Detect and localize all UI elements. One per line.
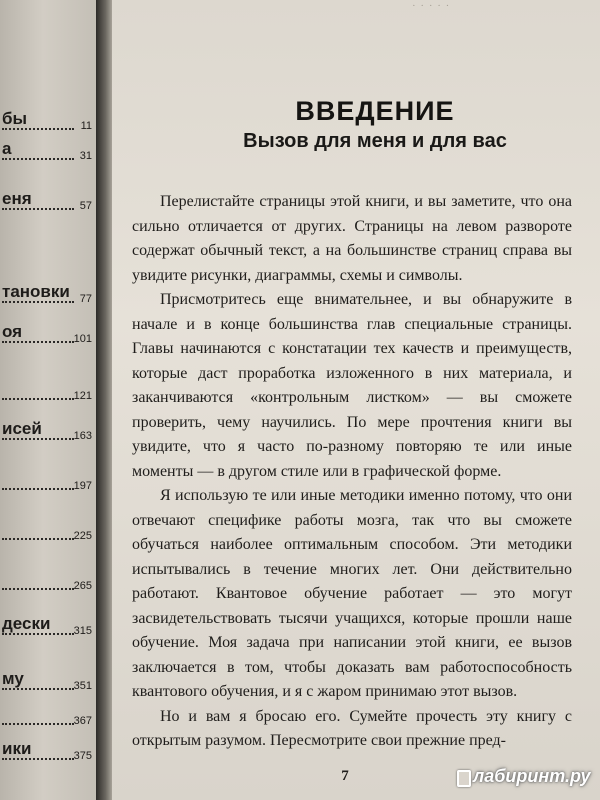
toc-entry[interactable] — [0, 570, 94, 592]
paragraph: Я использую те или иные методики именно потому, что они отвечают специфике работы мозга, так что вы сможете обучаться наиболее оптимальным способом. Эти методики испытывались в течение многих лет. Они действительно работают. Квантовое обучение работает — это могут засвидетельствовать тысячи учащихся, которые прошли наше обучение. Моя задача при написании этой книги, ее вызов заключается в том, чтобы доказать вам работоспособность квантового обучения, и я с жаром принимаю этот вызов. — [132, 487, 572, 700]
toc-leader-dots — [2, 723, 74, 725]
toc-entry-label: дески — [2, 614, 51, 633]
watermark-text: лабиринт.ру — [473, 766, 591, 786]
toc-entry-label: исей — [2, 419, 42, 438]
book-icon — [455, 768, 469, 786]
page-number: 7 — [341, 768, 349, 784]
running-header-bleed: · · · · · — [412, 0, 451, 12]
toc-entry[interactable] — [0, 615, 94, 637]
toc-leader-dots — [2, 398, 74, 400]
toc-leader-dots — [2, 588, 74, 590]
toc-entry-page: 225 — [73, 530, 92, 542]
toc-entry-page: 11 — [80, 120, 92, 132]
toc-leader-dots — [2, 158, 74, 160]
toc-leader-dots — [2, 128, 74, 130]
toc-entry-page: 265 — [73, 580, 92, 592]
toc-entry[interactable] — [0, 323, 94, 345]
toc-entry-page: 101 — [73, 333, 92, 345]
toc-leader-dots — [2, 758, 74, 760]
paragraph: Но и вам я бросаю его. Сумейте прочесть эту книгу с открытым разумом. Пересмотрите свои прежние пред- — [132, 707, 572, 749]
toc-entry[interactable] — [0, 670, 94, 692]
toc-entry[interactable] — [0, 470, 94, 492]
toc-entry[interactable] — [0, 705, 94, 727]
toc-entry[interactable] — [0, 420, 94, 442]
toc-leader-dots — [2, 208, 74, 210]
toc-entry-label: му — [2, 669, 24, 688]
chapter-subtitle: Вызов для меня и для вас — [243, 130, 507, 152]
toc-entry[interactable] — [0, 110, 94, 132]
toc-entry-page: 31 — [79, 150, 92, 162]
toc-leader-dots — [2, 438, 74, 440]
toc-entry-page: 315 — [73, 625, 92, 637]
toc-entry[interactable] — [0, 380, 94, 402]
toc-entry-page: 121 — [73, 390, 92, 402]
toc-entry[interactable] — [0, 740, 94, 762]
toc-entry[interactable] — [0, 140, 94, 162]
left-page-toc — [0, 0, 96, 800]
toc-entry-page: 197 — [73, 480, 92, 492]
toc-leader-dots — [2, 488, 74, 490]
toc-leader-dots — [2, 688, 74, 690]
toc-entry-label: бы — [2, 109, 28, 128]
toc-entry-page: 375 — [73, 750, 92, 762]
toc-entry-label: еня — [2, 189, 32, 208]
toc-entry[interactable] — [0, 190, 94, 212]
chapter-title: ВВЕДЕНИЕ — [295, 96, 455, 126]
toc-entry-page: 163 — [73, 430, 92, 442]
toc-leader-dots — [2, 633, 74, 635]
book-spine — [96, 0, 112, 800]
toc-entry-page: 77 — [79, 293, 92, 305]
toc-entry-label: оя — [2, 322, 23, 341]
toc-entry[interactable] — [0, 520, 94, 542]
body-text — [132, 190, 572, 754]
paragraph: Присмотритесь еще внимательнее, и вы обнаружите в начале и в конце большинства глав специальные страницы. Главы начинаются с констатации тех качеств и преимуществ, которые даст проработка изложенного в них материала, и заканчиваются «контрольным листком» — вы сможете проверить, чему научились. По мере прочтения книги вы увидите, что я часто по-разному повторяю те или иные моменты — в другом стиле или в графической форме. — [132, 291, 572, 480]
toc-entry-page: 57 — [79, 200, 92, 212]
paragraph: Перелистайте страницы этой книги, и вы заметите, что она сильно отличается от других. Страницы на левом развороте содержат обычный текст, а на большинстве страниц справа вы увидите рисунки, диаграммы, схемы и символы. — [132, 193, 572, 284]
toc-leader-dots — [2, 538, 74, 540]
toc-leader-dots — [2, 301, 74, 303]
toc-entry-label: а — [2, 139, 12, 158]
toc-entry-label: ики — [2, 739, 32, 758]
watermark — [455, 766, 591, 787]
toc-leader-dots — [2, 341, 74, 343]
toc-entry-page: 351 — [73, 680, 92, 692]
toc-entry[interactable] — [0, 283, 94, 305]
toc-entry-page: 367 — [73, 715, 92, 727]
toc-entry-label: тановки — [2, 282, 70, 301]
